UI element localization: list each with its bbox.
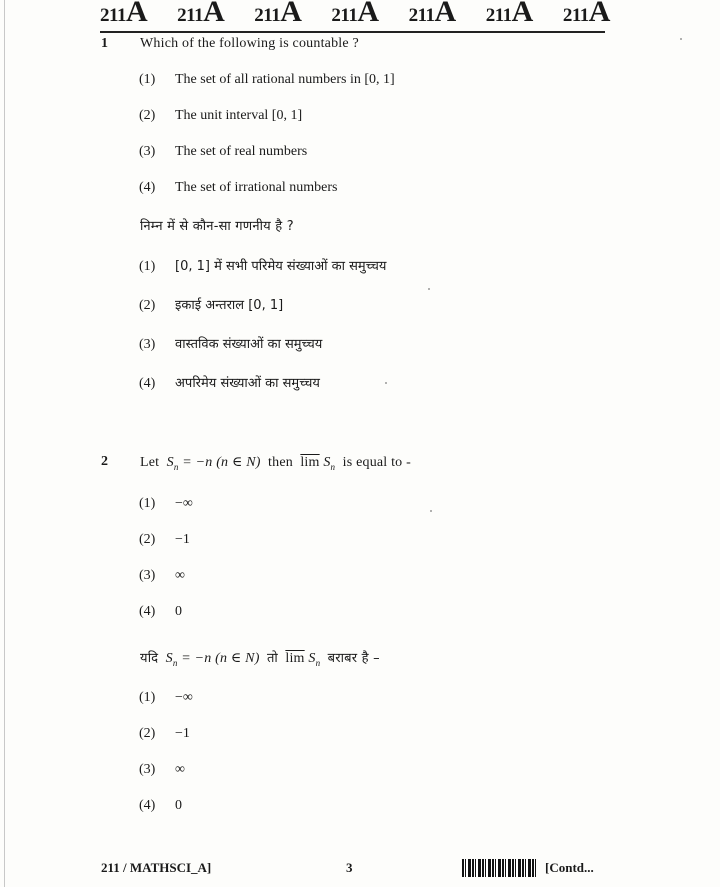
option-number: (2) — [139, 298, 156, 313]
option-text: वास्तविक संख्याओं का समुच्चय — [175, 337, 323, 352]
option-number: (3) — [139, 762, 156, 777]
option-text: −∞ — [175, 496, 193, 511]
option-text: The set of irrational numbers — [175, 180, 338, 195]
barcode — [462, 859, 536, 877]
option-en — [139, 72, 395, 88]
scan-speck — [430, 510, 432, 512]
option-number: (3) — [139, 144, 156, 159]
option-en — [139, 180, 338, 196]
option-number: (2) — [139, 726, 156, 741]
option-number: (3) — [139, 337, 156, 352]
option-en — [139, 496, 193, 512]
question-number: 2 — [101, 454, 108, 469]
question-number: 1 — [101, 36, 108, 51]
option-number: (1) — [139, 72, 156, 87]
header-code: 211A — [408, 0, 456, 28]
option-hi — [139, 256, 386, 275]
option-number: (4) — [139, 180, 156, 195]
option-text: अपरिमेय संख्याओं का समुच्चय — [175, 376, 320, 391]
option-en — [139, 568, 185, 584]
option-hi — [139, 373, 320, 392]
footer-paper-code: 211 / MATHSCI_A] — [101, 860, 212, 875]
question-text-hi: यदि $S_n = -n$ (n ∈ N) तो $\overline{lim}$ $S_n$ बराबर है – — [140, 651, 380, 668]
header-code: 211A — [562, 0, 610, 28]
option-text: −1 — [175, 726, 190, 741]
scan-speck — [680, 38, 682, 40]
question-text-en: Which of the following is countable ? — [140, 36, 359, 51]
option-text: −∞ — [175, 690, 193, 705]
option-number: (1) — [139, 690, 156, 705]
option-number: (4) — [139, 604, 156, 619]
scan-speck — [385, 382, 387, 384]
option-hi — [139, 334, 322, 353]
header-codes — [100, 2, 610, 30]
option-text: The set of all rational numbers in [0, 1] — [175, 72, 395, 87]
page-number: 3 — [346, 860, 353, 875]
option-number: (2) — [139, 532, 156, 547]
option-number: (1) — [139, 259, 156, 274]
option-en — [139, 604, 182, 620]
option-hi — [139, 762, 185, 778]
option-number: (4) — [139, 376, 156, 391]
scan-speck — [428, 288, 430, 290]
option-number: (2) — [139, 108, 156, 123]
option-text: −1 — [175, 532, 190, 547]
option-number: (3) — [139, 568, 156, 583]
option-text: इकाई अन्तराल [0, 1] — [175, 298, 284, 313]
header-rule — [100, 31, 605, 33]
option-hi — [139, 690, 193, 706]
option-number: (1) — [139, 496, 156, 511]
option-hi — [139, 726, 190, 742]
question-text-hi: निम्न में से कौन-सा गणनीय है ? — [140, 219, 294, 234]
header-code: 211A — [254, 0, 302, 28]
page-edge-line — [4, 0, 5, 887]
option-text: [0, 1] में सभी परिमेय संख्याओं का समुच्चय — [175, 259, 387, 274]
option-text: The set of real numbers — [175, 144, 308, 159]
question-text-en: Let $S_n = -n$ (n ∈ N) then $\overline{lim}$ $S_n$ is equal to - — [140, 455, 411, 472]
header-code: 211A — [485, 0, 533, 28]
header-code: 211A — [177, 0, 225, 28]
header-code: 211A — [331, 0, 379, 28]
option-hi — [139, 798, 182, 814]
option-text: The unit interval [0, 1] — [175, 108, 303, 123]
option-text: ∞ — [175, 568, 185, 583]
footer-continued: [Contd... — [545, 860, 594, 875]
header-code: 211A — [100, 0, 148, 28]
option-text: 0 — [175, 604, 182, 619]
option-text: ∞ — [175, 762, 185, 777]
option-en — [139, 144, 307, 160]
option-text: 0 — [175, 798, 182, 813]
option-en — [139, 532, 190, 548]
option-en — [139, 108, 302, 124]
option-hi — [139, 295, 283, 314]
option-number: (4) — [139, 798, 156, 813]
